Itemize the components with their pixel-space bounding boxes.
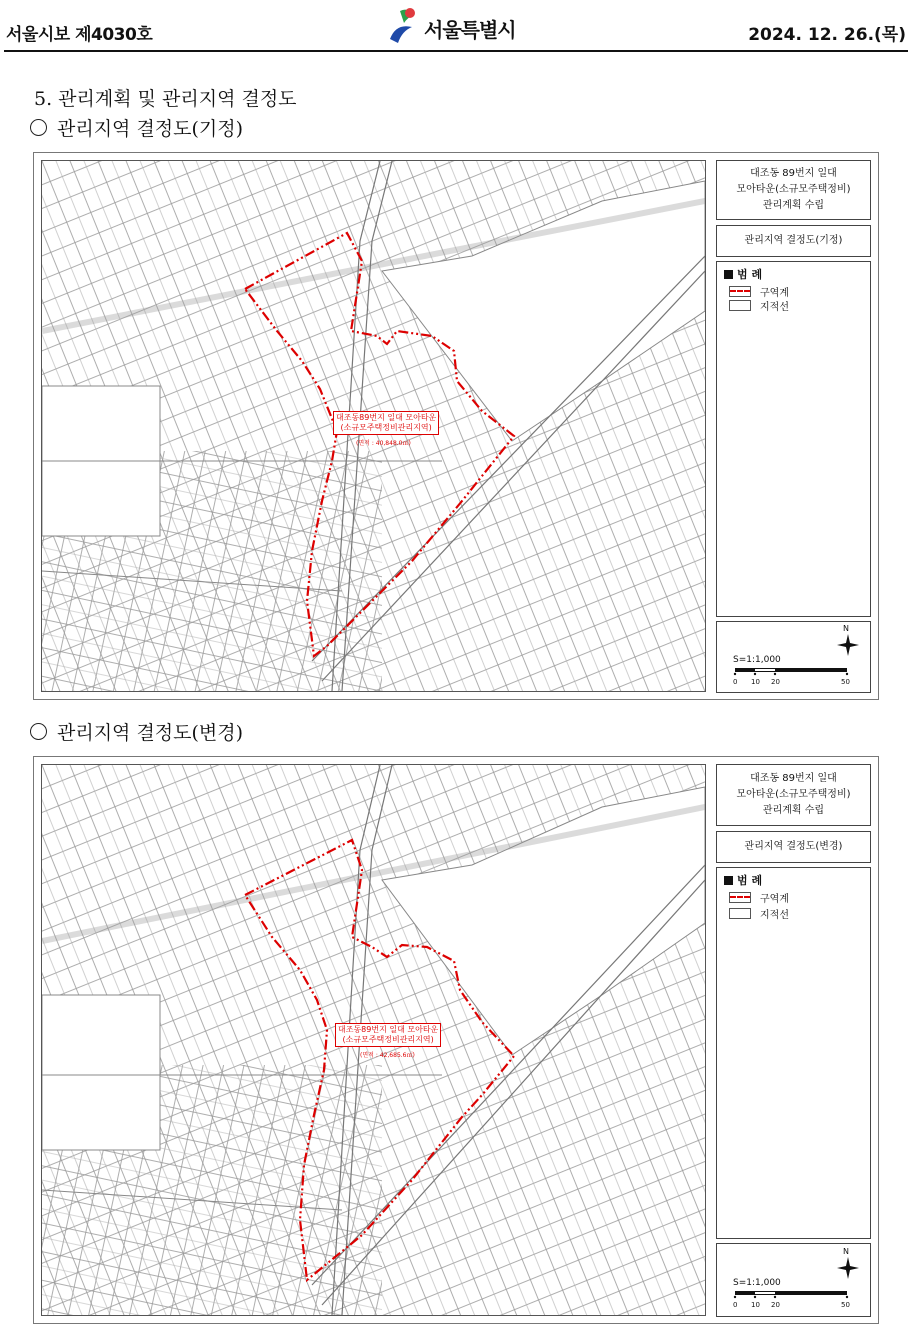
section-title: 5. 관리계획 및 관리지역 결정도 bbox=[34, 88, 297, 110]
subtitle-panel bbox=[716, 831, 871, 863]
legend-heading bbox=[724, 266, 762, 282]
panel-title-line: 대조동 89번지 일대 bbox=[750, 773, 837, 784]
district-area: (면적 : 42,685.6㎡) bbox=[360, 1052, 415, 1059]
north-label: N bbox=[843, 1247, 849, 1256]
map-subtitle-text: 관리지역 결정도(기정) bbox=[57, 118, 244, 140]
boundary-line-icon bbox=[729, 286, 751, 297]
district-label-line: (소규모주택정비관리지역) bbox=[340, 423, 432, 432]
scale-label: S=1:1,000 bbox=[733, 655, 781, 665]
scale-tick: 0 bbox=[733, 1301, 738, 1309]
map-subtitle bbox=[30, 718, 243, 745]
legend-item-label: 구역계 bbox=[760, 894, 789, 905]
boundary-line-icon bbox=[729, 892, 751, 903]
panel-title-line: 대조동 89번지 일대 bbox=[750, 168, 837, 179]
legend-item-boundary bbox=[729, 890, 789, 905]
scale-ticks bbox=[733, 1301, 859, 1311]
district-area: (면적 : 40,848.0㎡) bbox=[356, 440, 411, 447]
legend-item-label: 구역계 bbox=[760, 288, 789, 299]
legend-heading-text: 범 례 bbox=[737, 874, 763, 887]
scale-tick: 20 bbox=[771, 1301, 780, 1309]
district-label bbox=[333, 411, 439, 435]
map-subtitle bbox=[30, 114, 243, 141]
legend-item-boundary bbox=[729, 284, 789, 299]
gazette-number: 서울시보 제4030호 bbox=[6, 25, 153, 45]
circle-bullet-icon bbox=[30, 723, 47, 740]
scale-panel bbox=[716, 621, 871, 693]
scale-panel bbox=[716, 1243, 871, 1317]
scale-tick: 50 bbox=[841, 1301, 850, 1309]
scale-label: S=1:1,000 bbox=[733, 1278, 781, 1288]
north-label: N bbox=[843, 624, 849, 633]
legend-item-parcel bbox=[729, 298, 789, 313]
cadastral-map bbox=[41, 160, 706, 692]
scale-tick: 0 bbox=[733, 678, 738, 686]
map-figure bbox=[33, 152, 879, 700]
panel-title-line: 모아타운(소규모주택정비) bbox=[736, 789, 851, 800]
legend-item-label: 지적선 bbox=[760, 910, 789, 921]
district-label-line: 대조동89번지 일대 모아타운 bbox=[338, 1025, 439, 1034]
title-panel bbox=[716, 160, 871, 220]
panel-title-line: 관리계획 수립 bbox=[762, 805, 825, 816]
parcel-line-icon bbox=[729, 908, 751, 919]
legend-item-label: 지적선 bbox=[760, 302, 789, 313]
panel-title-line: 관리계획 수립 bbox=[762, 200, 825, 211]
map-subtitle-text: 관리지역 결정도(변경) bbox=[57, 722, 244, 744]
title-panel bbox=[716, 764, 871, 826]
header-divider bbox=[4, 50, 908, 52]
district-label-line: (소규모주택정비관리지역) bbox=[342, 1035, 434, 1044]
circle-bullet-icon bbox=[30, 119, 47, 136]
subtitle-panel bbox=[716, 225, 871, 257]
legend-square-icon bbox=[724, 876, 733, 885]
scale-bar-icon bbox=[731, 666, 857, 676]
legend-panel bbox=[716, 261, 871, 617]
parcel-line-icon bbox=[729, 300, 751, 311]
scale-bar-icon bbox=[731, 1289, 857, 1299]
scale-tick: 10 bbox=[751, 1301, 760, 1309]
scale-tick: 10 bbox=[751, 678, 760, 686]
panel-subtitle: 관리지역 결정도(기정) bbox=[744, 235, 843, 246]
page-header bbox=[0, 0, 912, 54]
cadastral-map bbox=[41, 764, 706, 1316]
issue-date: 2024. 12. 26.(목) bbox=[748, 25, 906, 45]
legend-heading bbox=[724, 872, 762, 888]
panel-title-line: 모아타운(소규모주택정비) bbox=[736, 184, 851, 195]
north-arrow-icon bbox=[837, 634, 859, 656]
legend-panel bbox=[716, 867, 871, 1239]
scale-tick: 50 bbox=[841, 678, 850, 686]
scale-ticks bbox=[733, 678, 859, 688]
legend-heading-text: 범 례 bbox=[737, 268, 763, 281]
legend-square-icon bbox=[724, 270, 733, 279]
district-label bbox=[335, 1023, 441, 1047]
panel-subtitle: 관리지역 결정도(변경) bbox=[744, 841, 843, 852]
north-arrow-icon bbox=[837, 1257, 859, 1279]
scale-tick: 20 bbox=[771, 678, 780, 686]
map-figure bbox=[33, 756, 879, 1324]
seoul-logo-text: 서울특별시 bbox=[424, 18, 516, 42]
legend-item-parcel bbox=[729, 906, 789, 921]
district-label-line: 대조동89번지 일대 모아타운 bbox=[336, 413, 437, 422]
